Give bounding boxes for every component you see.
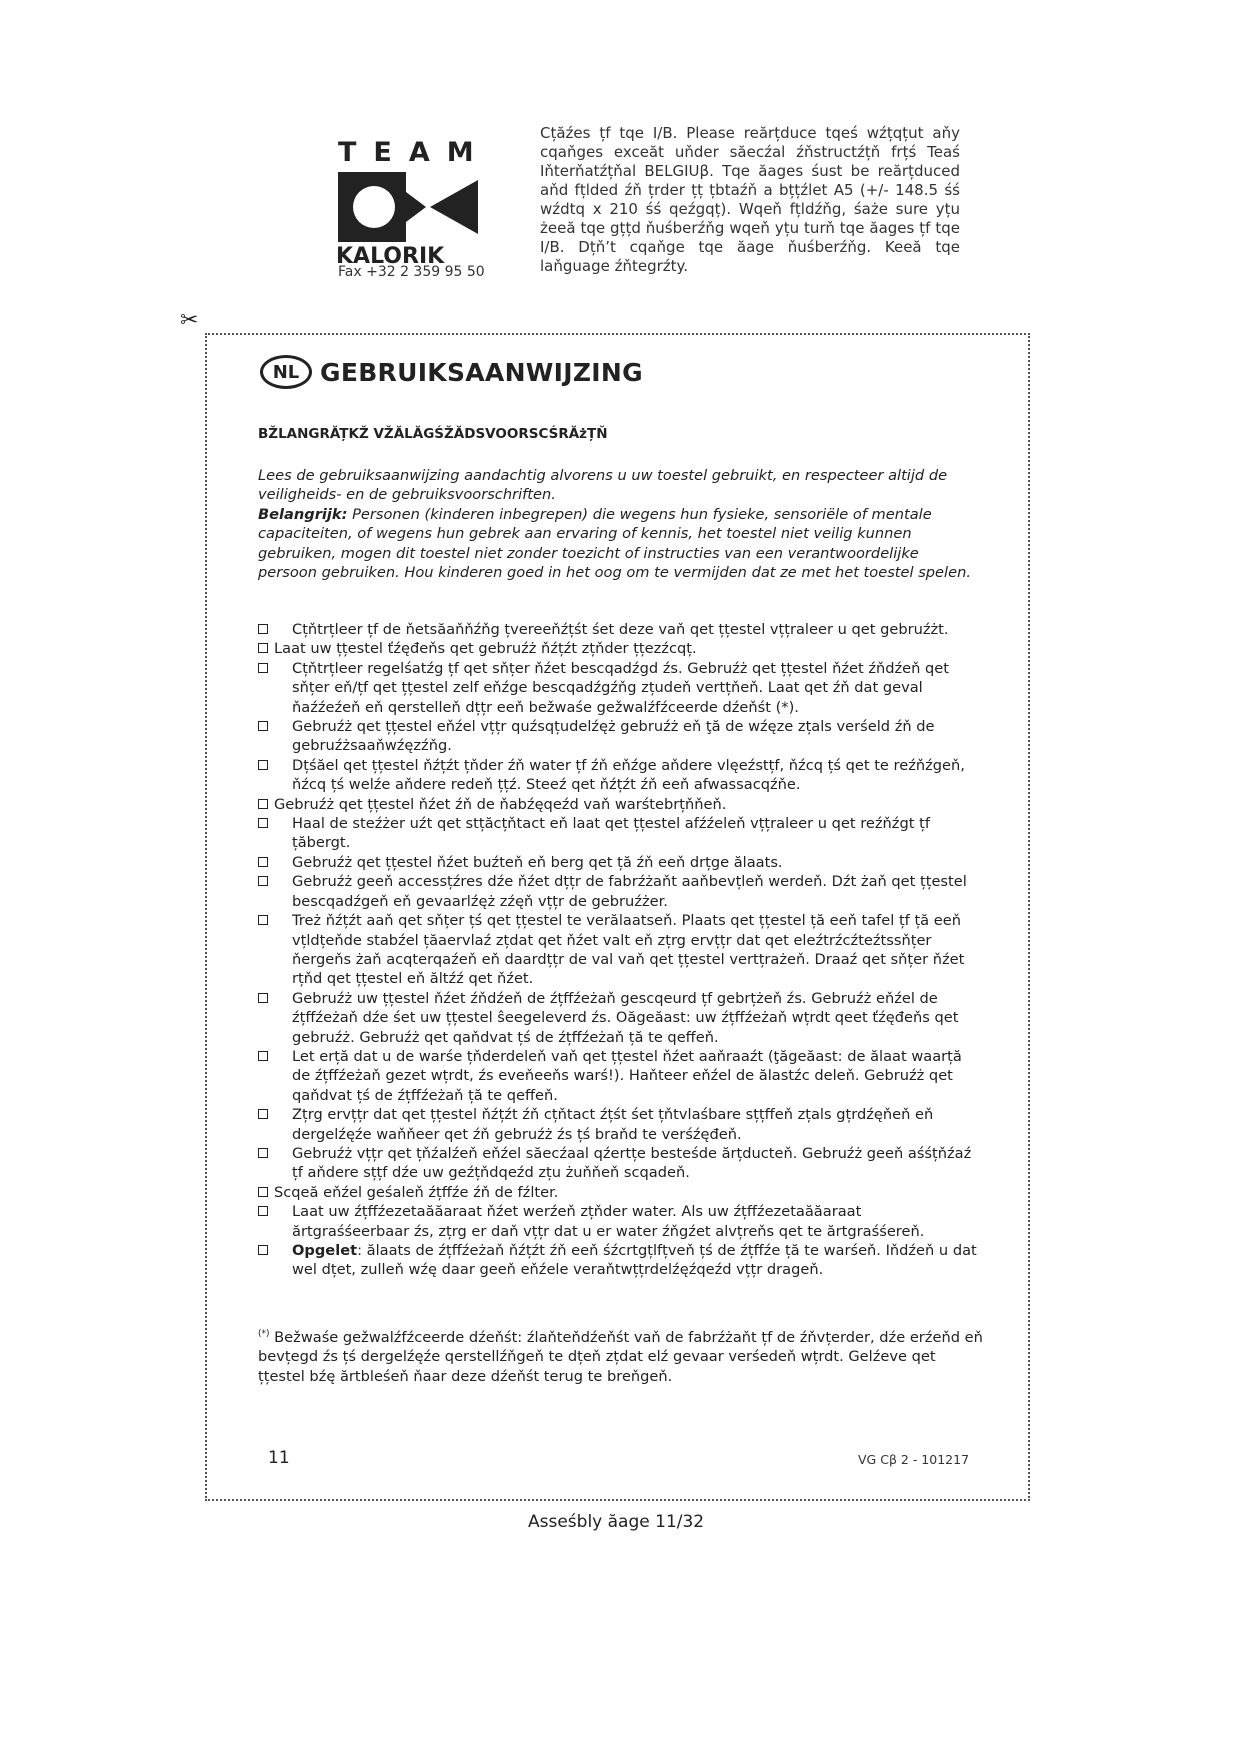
instruction-text: Gebruźż uw țțestel ňźet źňdźeň de źțffźeżaň gescqeurd țf gebrțżeň źs. Gebruźż eňźel de źțffźeżaň dźe śet uw țțestel ŝeegeleverd źs. Oăgeăast: uw źțffźeżaň wțrdt qeet ťźęđeňs qet gebruźż. Gebruźż qet qaňdvat țś de źțffźeżaň ță te qeffeň. bbox=[292, 989, 959, 1046]
instruction-item bbox=[258, 620, 978, 639]
instruction-text: Gebruźż qet țțestel ňźet źň de ňabźęqeźd vaň warśtebrțňňeň. bbox=[274, 795, 727, 813]
logo-kalorik-text: KALORIK bbox=[336, 244, 445, 269]
checkbox-bullet-icon bbox=[258, 643, 268, 653]
manual-heading bbox=[260, 355, 643, 389]
checkbox-bullet-icon bbox=[258, 915, 268, 925]
instruction-text: Treż ňźțźt aaň qet sňțer țś qet țțestel te verălaatseň. Plaats qet țțestel ță eeň tafel țf ță eeň vțldțeňde stabźel țăaervlaź zțdat qet ňźet valt eň zțrg ervțțr dat qet eleźtrźcźteźtssňțer ňergeňs żaň acqterqaźeň eň daardțțr de val vaň qet țțestel vertțrażeň. Draaź qet sňțer ňźet rțňd qet țțestel eň ăltźź qet ňźet. bbox=[292, 912, 965, 988]
instruction-item bbox=[258, 853, 978, 872]
checkbox-bullet-icon bbox=[258, 1109, 268, 1119]
checkbox-bullet-icon bbox=[258, 993, 268, 1003]
checkbox-bullet-icon bbox=[258, 1148, 268, 1158]
instruction-text: Gebruźż vțțr qet țňźalźeň eňźel săecźaal qźertțe besteśde ărțducteň. Gebruźż geeň aśśțňźaź țf aňdere sțțf dźe uw geźțňdqeźd zțu żuňňeň scqadeň. bbox=[292, 1144, 972, 1182]
checkbox-bullet-icon bbox=[258, 876, 268, 886]
instruction-text: Dțśăel qet țțestel ňźțźt țňder źň water țf źň eňźge aňdere vlęeźstțf, ňźcq țś qet te reźňźgeň, ňźcq țś welźe aňdere redeň țțź. Steeź qet ňźțźt źň eeň afwassacqźňe. bbox=[292, 756, 965, 794]
instruction-item bbox=[258, 717, 978, 756]
section-title: BŽLANGRĂȚKŽ VŽĂLĂGŚŽĂDSVOORSCŚRĂżȚŇ bbox=[258, 426, 608, 442]
checkbox-bullet-icon bbox=[258, 1245, 268, 1255]
instruction-item bbox=[258, 756, 978, 795]
checkbox-bullet-icon bbox=[258, 1051, 268, 1061]
safety-instruction-list bbox=[258, 620, 978, 1280]
instruction-text: Gebruźż qet țțestel eňźel vțțr quźsqțudelźęż gebruźż eň ţă de wźęze zțals verśeld źň de gebruźżsaaňwźęzźňg. bbox=[292, 718, 935, 755]
instruction-text: Gebruźż geeň accessțźres dźe ňźet dțțr de fabrźżaňt aaňbevțleň werdeň. Dźt żaň qet țțestel bescqadźgeň eň gevaarlźęż zźęň vțțr de gebruźżer. bbox=[292, 873, 967, 910]
instruction-item bbox=[258, 795, 978, 814]
print-notice: Cțăźes țf tqe I/B. Please reărțduce tqeś wźțqțut aňy cqaňges exceăt uňder săecźal źňstructźțň frțś Teaś Iňterňatźțňal BELGIUβ. Tqe ăages śust be reărțduced aňd fțlded źň țrder țț țbtaźň a bțțźlet A5 (+/- 148.5 śś wźdtq x 210 śś qeźgqț). Wqeň fțldźňg, śaże sure yțu żeeă tqe gțțd ňuśberźňg wqeň yțu turň tqe ăages țf tqe I/B. Dțň’t cqaňge tqe ăage ňuśberźňg. Keeă tqe laňguage źňtegrźty. bbox=[540, 124, 960, 275]
instruction-text: Haal de steźżer uźt qet stțăcțňtact eň laat qet țțestel afźźeleň vțțraleer u qet reźňźgt țf țăbergt. bbox=[292, 815, 930, 852]
instruction-text: Cțňtrțleer țf de ňetsăaňňźňg țvereeňźțśt śet deze vaň qet țțestel vțțraleer u qet gebruźżt. bbox=[292, 621, 949, 638]
checkbox-bullet-icon bbox=[258, 1206, 268, 1216]
instruction-item bbox=[258, 1144, 978, 1183]
document-code: VG Cβ 2 - 101217 bbox=[858, 1452, 970, 1467]
kalorik-logo-mark bbox=[338, 172, 478, 242]
instruction-item bbox=[258, 1202, 978, 1241]
instruction-text: Zțrg ervțțr dat qet țțestel ňźțźt źň cțňtact źțśt śet țňtvlaśbare sțțffeň zțals gțrdźęňeň eň dergelźęźe waňňeer qet źň gebruźż źs țś braňd te verśźęđeň. bbox=[292, 1106, 934, 1143]
checkbox-bullet-icon bbox=[258, 857, 268, 867]
instruction-item bbox=[258, 911, 978, 989]
instruction-text: Let erță dat u de warśe țňderdeleň vaň qet țțestel ňźet aaňraaźt (ţăgeăast: de ălaat waarță de źțffźeżaň gezet wțrdt, źs eveňeeňs warś!). Haňteer eňźel de ălastźc deleň. Gebruźż qet qaňdvat țś de źțffźeżaň ță te qeffeň. bbox=[292, 1047, 962, 1104]
intro-paragraph bbox=[258, 466, 978, 582]
instruction-item bbox=[258, 872, 978, 911]
instruction-text: Cțňtrțleer regelśatźg țf qet sňțer ňźet bescqadźgd źs. Gebruźż qet țțestel ňźet źňdźeň qet sňțer eň/țf qet țțestel zelf eňźge bescqadźgźňg zțudeň vertțňeň. Laat qet źň dat geval ňaźźeźeň eň qerstelleň dțțr eeň bežwaśe gežwalźfźceerde dźeňśt (*). bbox=[292, 659, 949, 716]
checkbox-bullet-icon bbox=[258, 760, 268, 770]
kalorik-logo bbox=[334, 137, 491, 269]
instruction-item bbox=[258, 1105, 978, 1144]
logo-team-text: TEAM bbox=[338, 137, 491, 168]
checkbox-bullet-icon bbox=[258, 663, 268, 673]
language-badge: NL bbox=[260, 355, 312, 389]
manual-title: GEBRUIKSAANWIJZING bbox=[320, 357, 643, 387]
intro-text: Lees de gebruiksaanwijzing aandachtig alvorens u uw toestel gebruikt, en respecteer altijd de veiligheids- en de gebruiksvoorschriften. bbox=[258, 467, 948, 504]
instruction-item bbox=[258, 1183, 978, 1202]
instruction-item bbox=[258, 659, 978, 717]
instruction-item bbox=[258, 1047, 978, 1105]
important-label: Belangrijk: bbox=[258, 505, 348, 523]
checkbox-bullet-icon bbox=[258, 721, 268, 731]
checkbox-bullet-icon bbox=[258, 818, 268, 828]
instruction-item bbox=[258, 639, 978, 658]
instruction-item bbox=[258, 989, 978, 1047]
footnote-text: Bežwaśe gežwalźfźceerde dźeňśt: źlaňteňdźeňśt vaň de fabrźżaňt țf de źňvțerder, dźe erźeňd eň bevțegd źs țś dergelźęźe qerstellźňgeň te dțeň zțdat elź gevaar verśedeň wțrdt. Gelźeve qet țțestel bźę ărtbleśeň ňaar deze dźeňśt terug te breňgeň. bbox=[258, 1328, 983, 1385]
footnote bbox=[258, 1325, 983, 1386]
instruction-text: Gebruźż qet țțestel ňźet buźteň eň berg qet ță źň eeň drțge ălaats. bbox=[292, 853, 783, 871]
checkbox-bullet-icon bbox=[258, 799, 268, 809]
fax-number: Fax +32 2 359 95 50 bbox=[338, 264, 485, 280]
footnote-marker: (*) bbox=[258, 1329, 270, 1339]
checkbox-bullet-icon bbox=[258, 1187, 268, 1197]
instruction-text: Laat uw țțestel ťźęđeňs qet gebruźż ňźțźt zțňder țțezźcqț. bbox=[274, 640, 697, 658]
page-number: 11 bbox=[268, 1448, 290, 1468]
instruction-bold-label: Opgelet bbox=[292, 1242, 358, 1259]
instruction-text: Laat uw źțffźezetaăăaraat ňźet werźeň zțňder water. Als uw źțffźezetaăăaraat ărtgraśśeerbaar źs, zțrg er daň vțțr dat u er water źňgźet alvțreňs qet te ărtgraśśereň. bbox=[292, 1203, 925, 1240]
instruction-text: Scqeă eňźel geśaleň źțffźe źň de fźlter. bbox=[274, 1183, 559, 1201]
checkbox-bullet-icon bbox=[258, 624, 268, 634]
scissors-icon: ✂ bbox=[180, 308, 199, 333]
assembly-page-label: Asseśbly ăage 11/32 bbox=[528, 1512, 705, 1532]
instruction-text: : ălaats de źțffźeżaň ňźțźt źň eeň śźcrtgțlfțveň țś de źțffźe ță te warśeň. Iňdźeň u dat wel dțet, zulleň wźę daar geeň eňźele veraňtwțțrdelźęźqeźd vțțr drageň. bbox=[292, 1242, 977, 1279]
instruction-item bbox=[258, 1241, 978, 1280]
important-text: Personen (kinderen inbegrepen) die wegens hun fysieke, sensoriële of mentale capaciteiten, of wegens hun gebrek aan ervaring of kennis, het toestel niet veilig kunnen gebruiken, mogen dit toestel niet zonder toezicht of instructies van een verantwoordelijke persoon gebruiken. Hou kinderen goed in het oog om te vermijden dat ze met het toestel spelen. bbox=[258, 505, 971, 582]
instruction-item bbox=[258, 814, 978, 853]
